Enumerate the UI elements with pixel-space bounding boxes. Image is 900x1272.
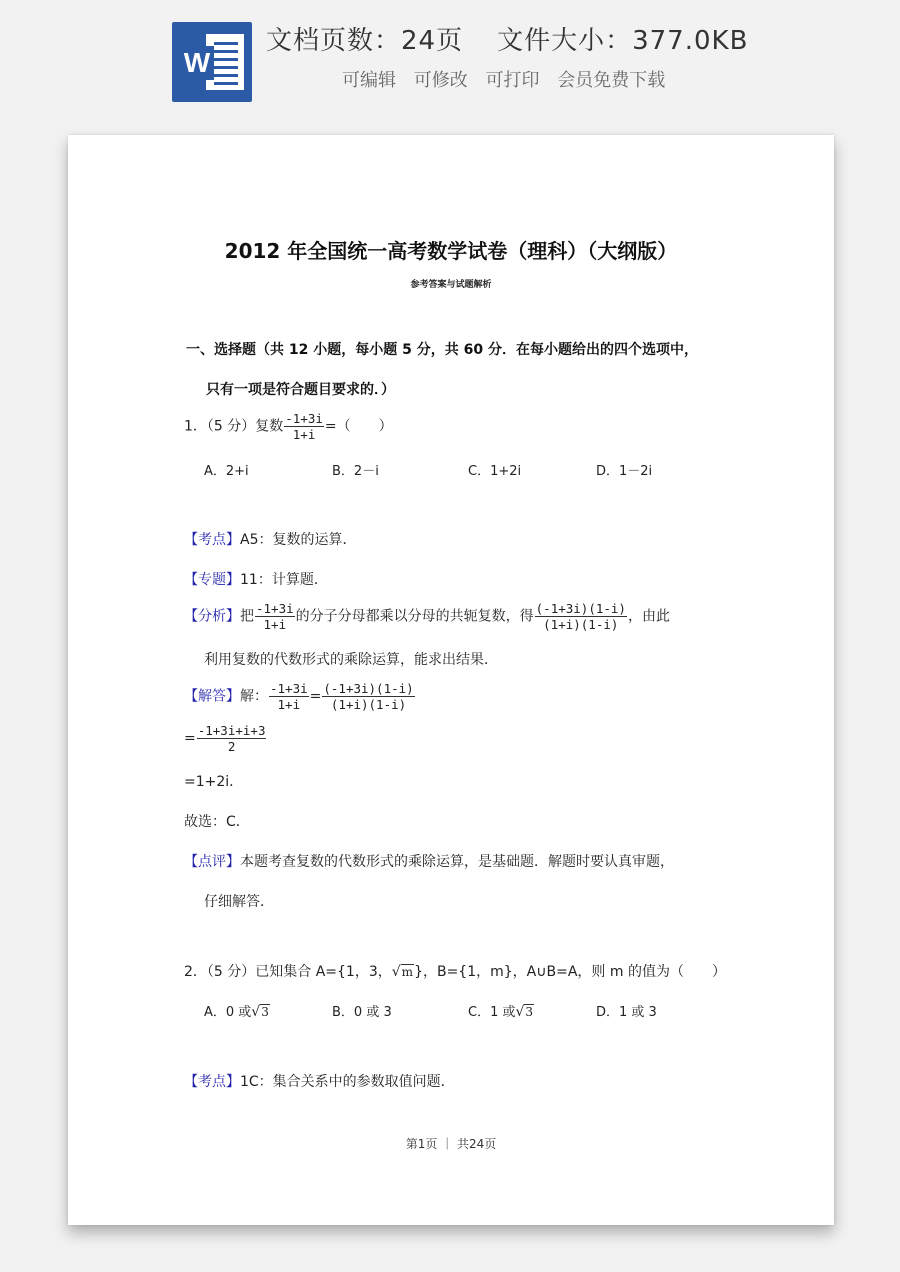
word-document-icon bbox=[172, 22, 252, 102]
step2-equals: = bbox=[184, 730, 196, 747]
q1-suffix: =（ ） bbox=[324, 418, 393, 435]
q1-frac-num: -1+3i bbox=[285, 411, 323, 426]
q1-option-c: C．1+2i bbox=[468, 464, 522, 479]
jieda-tag: 【解答】 bbox=[184, 688, 240, 705]
jieda-fraction-1 bbox=[269, 681, 309, 712]
q1-option-b: B．2－i bbox=[332, 464, 379, 479]
q2-option-a-text: A．0 或 bbox=[204, 1005, 252, 1020]
jieda-frac2-den: (1+i)(1-i) bbox=[330, 697, 407, 712]
jieda-frac2-num: (-1+3i)(1-i) bbox=[323, 681, 414, 696]
dianping-line-1: 本题考查复数的代数形式的乘除运算，是基础题．解题时要认真审题， bbox=[240, 854, 674, 870]
document-title: 2012 年全国统一高考数学试卷（理科）（大纲版） bbox=[224, 239, 678, 263]
q1-kaodian bbox=[184, 529, 356, 549]
document-page bbox=[68, 135, 834, 1225]
q2-option-a-sqrt: √3 bbox=[251, 1004, 269, 1020]
word-icon-letter: W bbox=[180, 46, 214, 80]
fenxi-frac2-num: (-1+3i)(1-i) bbox=[535, 601, 626, 616]
fenxi-text-a: 把 bbox=[240, 608, 254, 625]
q2-kaodian bbox=[184, 1071, 455, 1091]
q1-jieda bbox=[184, 681, 416, 712]
page-footer: 第1页 ｜ 共24页 bbox=[405, 1137, 497, 1151]
solution-step-2 bbox=[184, 723, 267, 754]
q2-text-a: 2．（5 分）已知集合 A={1，3， bbox=[184, 964, 392, 980]
zhuanti-tag: 【专题】 bbox=[184, 572, 240, 588]
q2-option-c-text: C．1 或 bbox=[468, 1005, 516, 1020]
q1-fraction bbox=[284, 411, 324, 442]
q1-frac-den: 1+i bbox=[292, 427, 316, 442]
fenxi-fraction-1 bbox=[255, 601, 295, 632]
q1-option-d: D．1－2i bbox=[596, 464, 653, 479]
fenxi-text-b: 的分子分母都乘以分母的共轭复数，得 bbox=[295, 608, 534, 625]
q2-sqrt-radicand: m bbox=[401, 965, 414, 979]
jieda-text-a: 解： bbox=[240, 688, 268, 705]
solution-step-3: =1+2i． bbox=[184, 774, 244, 790]
q1-prefix: 1．（5 分）复数 bbox=[184, 418, 284, 435]
feature-member-download[interactable]: 会员免费下载 bbox=[557, 70, 666, 91]
q2-kaodian-text: 1C：集合关系中的参数取值问题． bbox=[240, 1074, 455, 1090]
fenxi-text-c: ，由此 bbox=[627, 608, 670, 625]
fenxi-tag: 【分析】 bbox=[184, 608, 240, 625]
jieda-equals: = bbox=[309, 688, 322, 705]
page-count-label: 文档页数：24页 bbox=[266, 26, 464, 56]
question-2 bbox=[184, 961, 726, 981]
fenxi-line-2: 利用复数的代数形式的乘除运算，能求出结果． bbox=[204, 652, 498, 668]
q2-option-c-sqrt: √3 bbox=[515, 1004, 534, 1020]
feature-printable: 可打印 bbox=[485, 70, 540, 91]
step2-fraction bbox=[197, 723, 267, 754]
solution-choice: 故选：C． bbox=[184, 814, 250, 830]
q2-option-a bbox=[204, 1001, 270, 1020]
section-heading-line2: 只有一项是符合题目要求的．） bbox=[206, 382, 395, 398]
step2-num: -1+3i+i+3 bbox=[197, 723, 266, 738]
feature-editable: 可编辑 bbox=[342, 70, 396, 91]
fenxi-frac2-den: (1+i)(1-i) bbox=[543, 617, 619, 632]
jieda-fraction-2 bbox=[322, 681, 414, 712]
q1-option-a: A．2+i bbox=[204, 464, 249, 479]
step2-den: 2 bbox=[227, 739, 236, 754]
file-size-label: 文件大小：377.0KB bbox=[497, 26, 749, 56]
zhuanti-text: 11：计算题． bbox=[240, 572, 328, 588]
q2-option-d: D．1 或 3 bbox=[596, 1005, 657, 1020]
kaodian-tag: 【考点】 bbox=[184, 532, 240, 548]
dianping-line-2: 仔细解答． bbox=[204, 894, 274, 910]
q1-zhuanti bbox=[184, 569, 328, 589]
jieda-frac1-num: -1+3i bbox=[270, 681, 308, 696]
q2-option-a-radicand: 3 bbox=[261, 1005, 269, 1019]
download-banner bbox=[0, 0, 900, 120]
section-heading-line1: 一、选择题（共 12 小题，每小题 5 分，共 60 分．在每小题给出的四个选项中， bbox=[186, 342, 698, 358]
q2-kaodian-tag: 【考点】 bbox=[184, 1074, 240, 1090]
q1-fenxi bbox=[184, 601, 670, 632]
question-1 bbox=[184, 411, 393, 442]
feature-modifiable: 可修改 bbox=[413, 70, 468, 91]
banner-title bbox=[266, 20, 748, 57]
jieda-frac1-den: 1+i bbox=[277, 697, 301, 712]
q2-option-c-radicand: 3 bbox=[525, 1005, 534, 1019]
fenxi-fraction-2 bbox=[535, 601, 627, 632]
fenxi-frac1-num: -1+3i bbox=[256, 601, 294, 616]
document-subtitle: 参考答案与试题解析 bbox=[410, 280, 492, 290]
q2-sqrt: √m bbox=[391, 964, 414, 980]
dianping-tag: 【点评】 bbox=[184, 854, 240, 870]
kaodian-text: A5：复数的运算． bbox=[240, 532, 357, 548]
feature-list bbox=[342, 66, 677, 92]
q2-option-b: B．0 或 3 bbox=[332, 1005, 392, 1020]
q2-text-b: }，B={1，m}，A∪B=A，则 m 的值为（ ） bbox=[414, 964, 726, 980]
q1-dianping bbox=[184, 851, 674, 871]
fenxi-frac1-den: 1+i bbox=[263, 617, 287, 632]
q2-option-c bbox=[468, 1001, 534, 1020]
